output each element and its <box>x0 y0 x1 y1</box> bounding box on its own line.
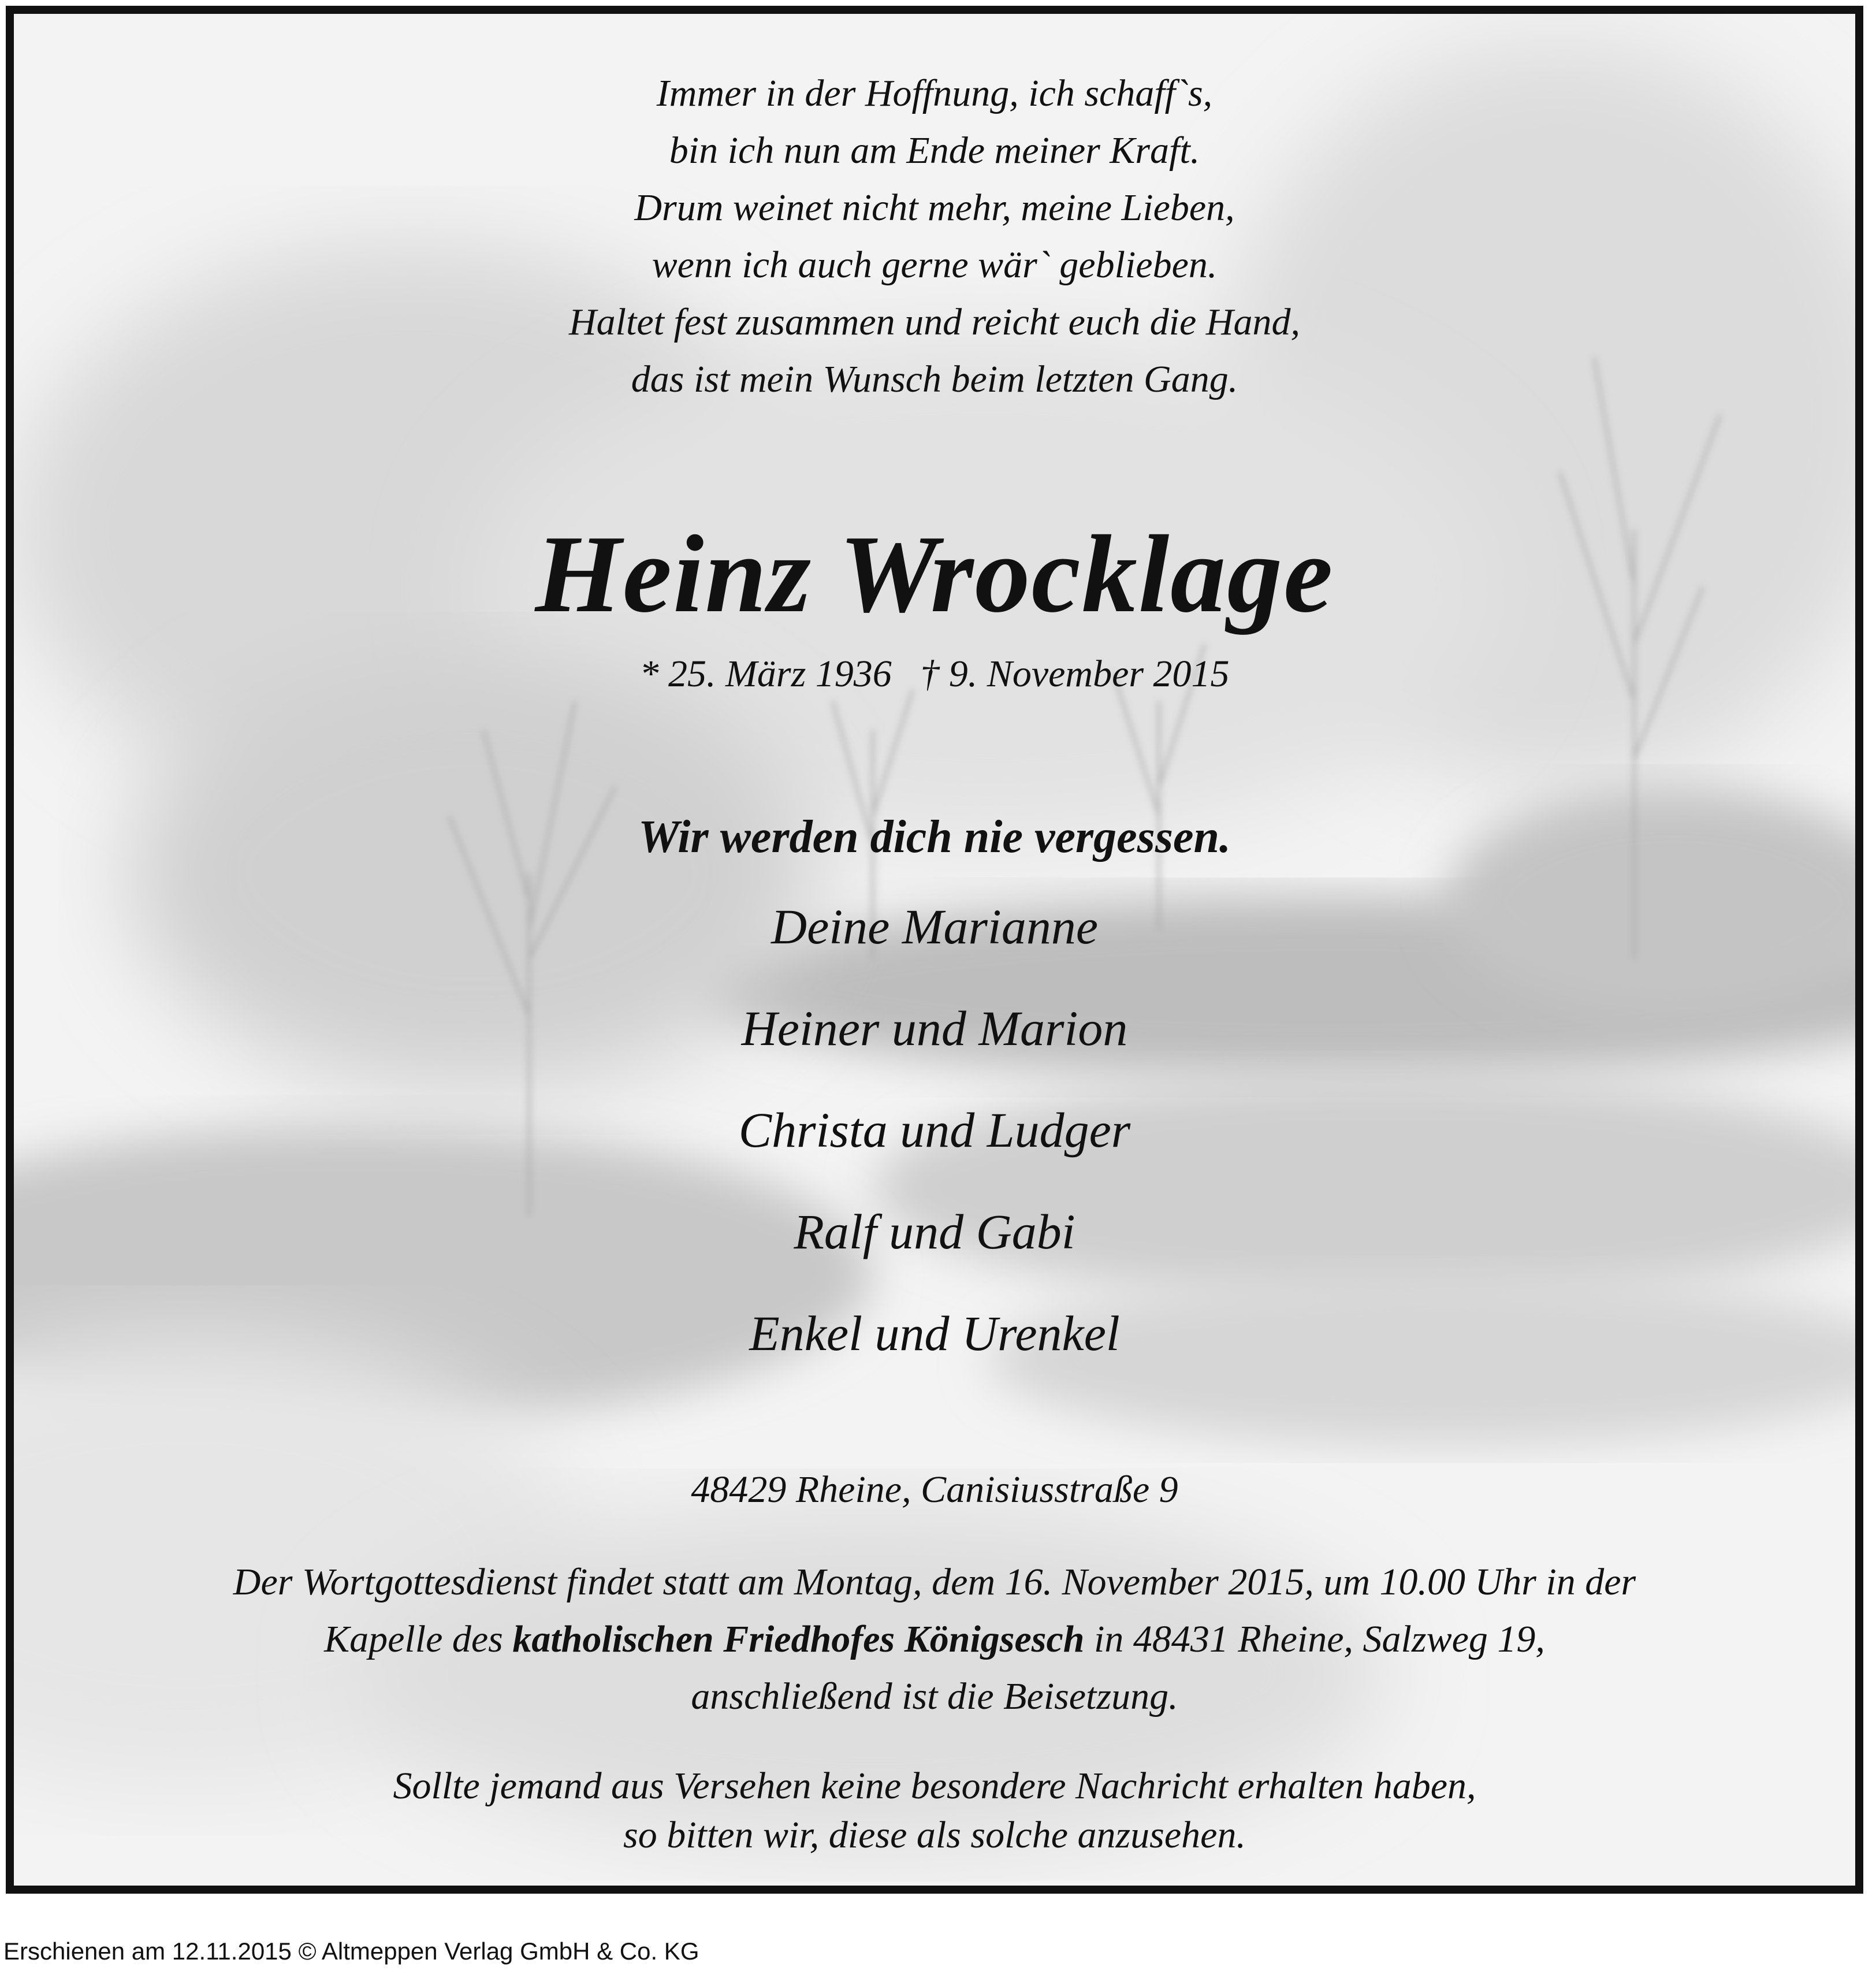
service-line-2-prefix: Kapelle des <box>324 1618 513 1660</box>
family-address: 48429 Rheine, Canisiusstraße 9 <box>691 1468 1178 1511</box>
notice-line-1: Sollte jemand aus Versehen keine besondere Nachricht erhalten haben, <box>393 1765 1476 1807</box>
birth-date: * 25. März 1936 <box>639 653 892 695</box>
service-line-2 <box>14 1611 1855 1668</box>
poem <box>14 65 1855 408</box>
cemetery-name: katholischen Friedhofes Königsesch <box>512 1618 1085 1660</box>
obituary-frame <box>6 6 1863 1894</box>
poem-line: Immer in der Hoffnung, ich schaff`s, <box>656 72 1213 114</box>
service-info <box>14 1553 1855 1725</box>
service-line-2-suffix: in 48431 Rheine, Salzweg 19, <box>1084 1618 1545 1660</box>
mourner: Ralf und Gabi <box>794 1204 1075 1259</box>
mourner: Deine Marianne <box>770 899 1098 954</box>
deceased-name: Heinz Wrocklage <box>535 512 1334 635</box>
mourner: Enkel und Urenkel <box>749 1306 1120 1361</box>
poem-line: Drum weinet nicht mehr, meine Lieben, <box>634 187 1235 229</box>
notice-line-2: so bitten wir, diese als solche anzusehen. <box>623 1814 1246 1856</box>
service-line-3: anschließend ist die Beisetzung. <box>691 1675 1178 1717</box>
poem-line: bin ich nun am Ende meiner Kraft. <box>669 129 1200 172</box>
mourners-list <box>14 892 1855 1400</box>
death-date: † 9. November 2015 <box>920 653 1230 695</box>
poem-line: wenn ich auch gerne wär` geblieben. <box>652 244 1218 286</box>
life-dates <box>14 648 1855 700</box>
publication-footer: Erschienen am 12.11.2015 © Altmeppen Verlag GmbH & Co. KG <box>3 1938 699 1965</box>
poem-line: Haltet fest zusammen und reicht euch die Hand, <box>569 301 1300 343</box>
mourner: Christa und Ludger <box>738 1102 1131 1158</box>
service-line-1: Der Wortgottesdienst findet statt am Montag, dem 16. November 2015, um 10.00 Uhr in der <box>233 1561 1636 1603</box>
poem-line: das ist mein Wunsch beim letzten Gang. <box>631 358 1238 400</box>
obituary-content <box>14 14 1855 1886</box>
notice <box>14 1761 1855 1860</box>
mourner: Heiner und Marion <box>741 1001 1128 1056</box>
tagline: Wir werden dich nie vergessen. <box>638 812 1231 862</box>
